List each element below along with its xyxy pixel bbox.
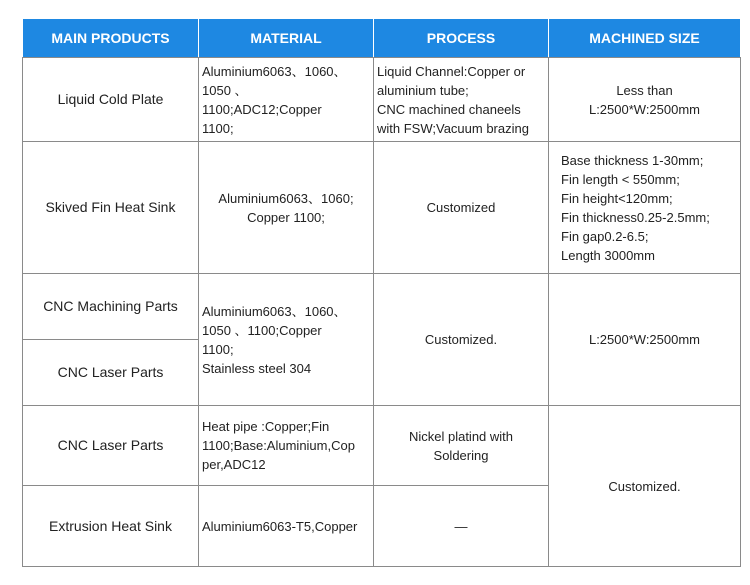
material-line: 1100;ADC12;Copper (202, 101, 322, 117)
product-cell (23, 340, 199, 406)
material-line: 1100;Base:Aluminium,Cop (202, 438, 355, 453)
process-cell (374, 486, 549, 567)
product-name: CNC Machining Parts (43, 298, 178, 314)
material-line: 1050 、1100;Copper (202, 322, 322, 338)
header-main-products: MAIN PRODUCTS (23, 19, 199, 58)
process-cell (374, 274, 549, 406)
product-name: Extrusion Heat Sink (49, 517, 172, 534)
product-name: Liquid Cold Plate (57, 91, 164, 107)
table-row (23, 274, 741, 340)
size-text: Customized. (608, 478, 681, 494)
size-text: L:2500*W:2500mm (588, 332, 701, 347)
material-line: Stainless steel 304 (202, 360, 312, 376)
material-cell (199, 486, 374, 567)
material-cell (199, 274, 374, 406)
size-cell (549, 142, 741, 274)
size-line: Length 3000mm (561, 247, 655, 263)
process-text: Customized (426, 200, 496, 215)
table-row (23, 406, 741, 486)
process-cell (374, 58, 549, 142)
size-line: L:2500*W:2500mm (588, 101, 701, 117)
product-cell (23, 58, 199, 142)
product-name: CNC Laser Parts (57, 437, 164, 453)
product-name: CNC Laser Parts (57, 364, 164, 380)
material-cell (199, 142, 374, 274)
material-line: Heat pipe :Copper;Fin (202, 419, 330, 434)
product-cell (23, 486, 199, 567)
size-line: Fin length < 550mm; (561, 171, 680, 187)
size-line: Fin thickness0.25-2.5mm; (561, 209, 710, 225)
product-cell (23, 274, 199, 340)
header-material: MATERIAL (199, 19, 374, 58)
process-line: Nickel platind with (408, 428, 514, 444)
size-cell (549, 274, 741, 406)
table-row (23, 142, 741, 274)
material-line: per,ADC12 (202, 457, 266, 472)
material-line: Copper 1100; (247, 209, 325, 225)
process-cell (374, 142, 549, 274)
product-spec-table (22, 18, 741, 567)
process-line: Liquid Channel:Copper or (377, 63, 526, 79)
size-line: Fin gap0.2-6.5; (561, 228, 649, 244)
size-line: Base thickness 1-30mm; (561, 152, 704, 168)
material-line: Aluminium6063、1060; (218, 190, 354, 206)
size-cell (549, 58, 741, 142)
material-text: Aluminium6063-T5,Copper (202, 518, 358, 534)
process-text: Customized. (424, 332, 498, 347)
material-cell (199, 58, 374, 142)
size-cell (549, 406, 741, 567)
process-line: CNC machined chaneels (377, 101, 521, 117)
product-cell (23, 406, 199, 486)
product-name: Skived Fin Heat Sink (45, 199, 176, 215)
process-line: aluminium tube; (377, 82, 469, 98)
material-line: 1050 、 (202, 82, 248, 98)
material-cell (199, 406, 374, 486)
process-text: — (454, 518, 468, 534)
material-line: Aluminium6063、1060、 (202, 63, 347, 79)
material-line: Aluminium6063、1060、 (202, 303, 347, 319)
header-machined-size: MACHINED SIZE (549, 19, 741, 58)
header-process: PROCESS (374, 19, 549, 58)
size-line: Fin height<120mm; (561, 190, 673, 206)
process-line: with FSW;Vacuum brazing (377, 120, 529, 136)
header-row (23, 19, 741, 58)
process-cell (374, 406, 549, 486)
size-line: Less than (616, 82, 673, 98)
material-line: 1100; (202, 120, 234, 136)
table-row (23, 58, 741, 142)
process-line: Soldering (433, 447, 489, 463)
material-line: 1100; (202, 341, 234, 357)
product-cell (23, 142, 199, 274)
